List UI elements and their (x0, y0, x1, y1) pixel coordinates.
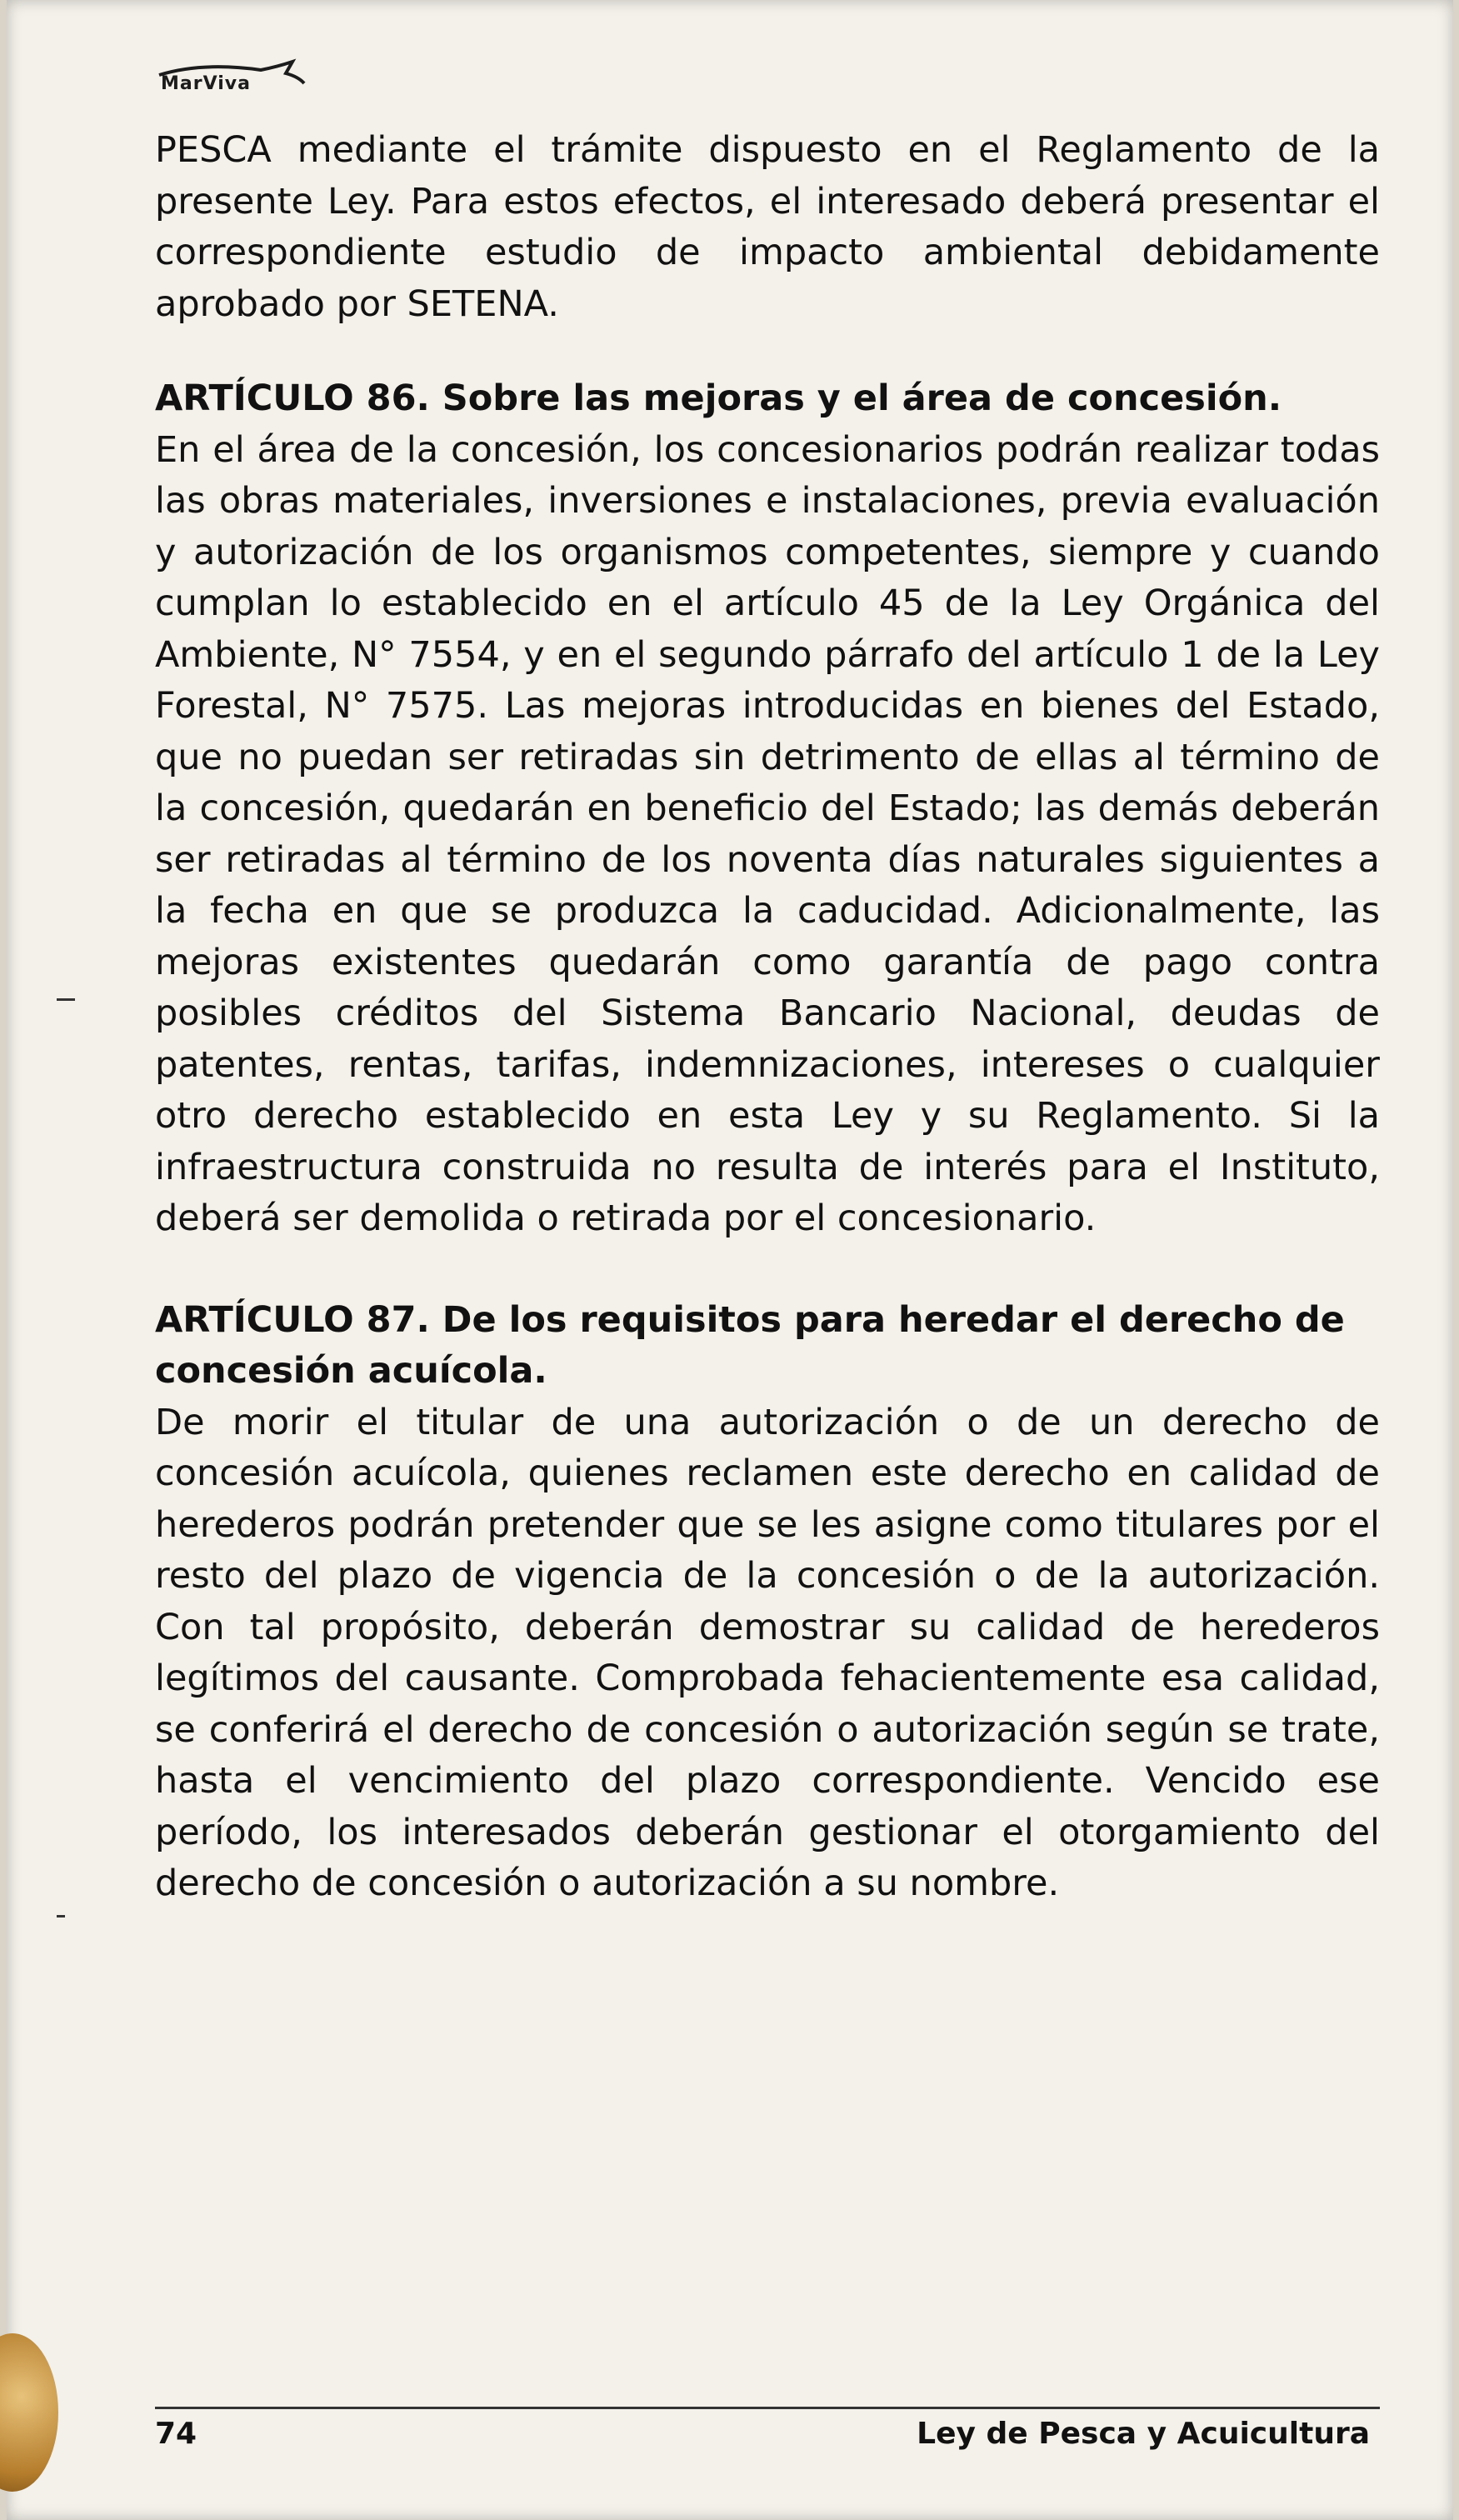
page-content (155, 125, 1380, 1910)
intro-paragraph: PESCA mediante el trámite dispuesto en el Reglamento de la presente Ley. Para estos efectos, el interesado deberá presentar el correspondiente estudio de impacto ambiental debidamente aprobado por SETENA. (155, 129, 1380, 325)
spacer (155, 1245, 1380, 1295)
logo-text: MarViva (161, 73, 251, 94)
footer-rule (155, 2407, 1380, 2409)
page-number: 74 (155, 2417, 197, 2451)
article-87-body: De morir el titular de una autorización o de un derecho de concesión acuícola, quienes reclamen este derecho en calidad de herederos podrán pretender que se les asigne como titulares por el resto del plazo de vigencia de la concesión o de la autorización. Con tal propósito, deberán demostrar su calidad de herederos legítimos del causante. Comprobada fehacientemente esa calidad, se conferirá el derecho de concesión o autorización según se trate, hasta el vencimiento del plazo correspondiente. Vencido ese período, los interesados deberán gestionar el otorgamiento del derecho de concesión o autorización a su nombre. (155, 1401, 1380, 1904)
page-header (152, 58, 486, 108)
marviva-logo (152, 58, 336, 108)
article-87-heading: ARTÍCULO 87. De los requisitos para heredar el derecho de concesión acuícola. (155, 1298, 1345, 1392)
margin-mark (57, 998, 75, 1001)
article-86-heading: ARTÍCULO 86. Sobre las mejoras y el área de concesión. (155, 378, 1282, 419)
article-86-body: En el área de la concesión, los concesionarios podrán realizar todas las obras materiales, inversiones e instalaciones, previa evaluación y autorización de los organismos competentes, siempre y cuando cumplan lo establecido en el artículo 45 de la Ley Orgánica del Ambiente, N° 7554, y en el segundo párrafo del artículo 1 de la Ley Forestal, N° 7575. Las mejoras introducidas en bienes del Estado, que no puedan ser retiradas sin detrimento de ellas al término de la concesión, quedarán en beneficio del Estado; las demás deberán ser retiradas al término de los noventa días naturales siguientes a la fecha en que se produzca la caducidad. Adicionalmente, las mejoras existentes quedarán como garantía de pago contra posibles créditos del Sistema Bancario Nacional, deudas de patentes, rentas, tarifas, indemnizaciones, intereses o cualquier otro derecho establecido en esta Ley y su Reglamento. Si la infraestructura construida no resulta de interés para el Instituto, deberá ser demolida o retirada por el concesionario. (155, 428, 1380, 1239)
book-title: Ley de Pesca y Acuicultura (917, 2417, 1370, 2451)
spacer (155, 330, 1380, 373)
margin-mark (57, 1915, 65, 1918)
book-page (7, 0, 1453, 2520)
